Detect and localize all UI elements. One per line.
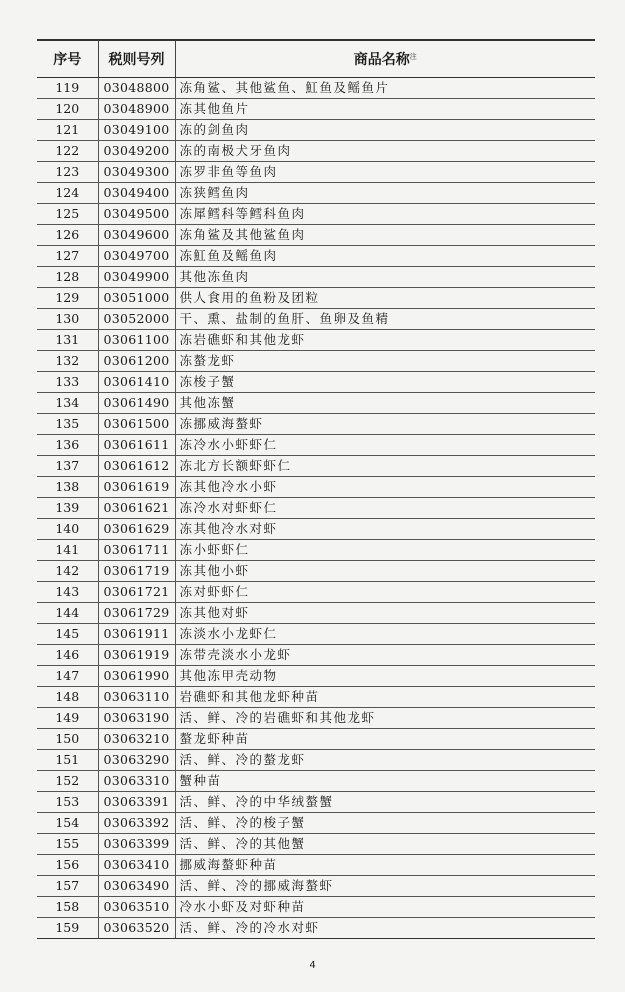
row-product-name: 螯龙虾种苗 [175, 729, 595, 750]
row-serial-number: 157 [37, 876, 98, 897]
row-serial-number: 148 [37, 687, 98, 708]
row-product-name: 挪威海螯虾种苗 [175, 855, 595, 876]
row-tariff-code: 03063490 [98, 876, 175, 897]
row-serial-number: 124 [37, 183, 98, 204]
table-row [37, 267, 595, 288]
row-tariff-code: 03061200 [98, 351, 175, 372]
row-product-name: 冻北方长额虾虾仁 [175, 456, 595, 477]
row-tariff-code: 03049900 [98, 267, 175, 288]
row-serial-number: 138 [37, 477, 98, 498]
table-row [37, 414, 595, 435]
row-product-name: 冻其他小虾 [175, 561, 595, 582]
row-product-name: 冻螯龙虾 [175, 351, 595, 372]
row-tariff-code: 03048900 [98, 99, 175, 120]
row-product-name: 其他冻鱼肉 [175, 267, 595, 288]
row-tariff-code: 03061500 [98, 414, 175, 435]
header-product-name [175, 40, 595, 78]
row-product-name: 活、鲜、冷的岩礁虾和其他龙虾 [175, 708, 595, 729]
row-product-name: 活、鲜、冷的中华绒螯蟹 [175, 792, 595, 813]
row-serial-number: 126 [37, 225, 98, 246]
row-serial-number: 137 [37, 456, 98, 477]
row-product-name: 干、熏、盐制的鱼肝、鱼卵及鱼精 [175, 309, 595, 330]
row-serial-number: 144 [37, 603, 98, 624]
row-product-name: 活、鲜、冷的梭子蟹 [175, 813, 595, 834]
header-note-marker: 注 [409, 52, 417, 61]
row-tariff-code: 03061711 [98, 540, 175, 561]
row-serial-number: 145 [37, 624, 98, 645]
row-tariff-code: 03063110 [98, 687, 175, 708]
row-product-name: 活、鲜、冷的螯龙虾 [175, 750, 595, 771]
table-row [37, 897, 595, 918]
row-tariff-code: 03063290 [98, 750, 175, 771]
row-serial-number: 142 [37, 561, 98, 582]
row-tariff-code: 03063190 [98, 708, 175, 729]
row-product-name: 冻的南极犬牙鱼肉 [175, 141, 595, 162]
row-tariff-code: 03061619 [98, 477, 175, 498]
row-tariff-code: 03049300 [98, 162, 175, 183]
table-row [37, 750, 595, 771]
row-product-name: 冻角鲨、其他鲨鱼、魟鱼及鳐鱼片 [175, 78, 595, 99]
table-row [37, 141, 595, 162]
row-tariff-code: 03063391 [98, 792, 175, 813]
row-product-name: 冻对虾虾仁 [175, 582, 595, 603]
row-tariff-code: 03048800 [98, 78, 175, 99]
row-tariff-code: 03063310 [98, 771, 175, 792]
row-tariff-code: 03061100 [98, 330, 175, 351]
row-serial-number: 139 [37, 498, 98, 519]
row-serial-number: 125 [37, 204, 98, 225]
table-row [37, 918, 595, 939]
row-serial-number: 147 [37, 666, 98, 687]
table-row [37, 519, 595, 540]
row-tariff-code: 03063399 [98, 834, 175, 855]
row-tariff-code: 03049400 [98, 183, 175, 204]
row-tariff-code: 03049100 [98, 120, 175, 141]
row-tariff-code: 03052000 [98, 309, 175, 330]
row-serial-number: 119 [37, 78, 98, 99]
row-tariff-code: 03061911 [98, 624, 175, 645]
row-serial-number: 140 [37, 519, 98, 540]
row-serial-number: 128 [37, 267, 98, 288]
row-product-name: 活、鲜、冷的冷水对虾 [175, 918, 595, 939]
row-serial-number: 129 [37, 288, 98, 309]
page-number: 4 [309, 960, 316, 971]
row-tariff-code: 03061721 [98, 582, 175, 603]
row-tariff-code: 03061629 [98, 519, 175, 540]
table-row [37, 498, 595, 519]
row-product-name: 其他冻甲壳动物 [175, 666, 595, 687]
row-serial-number: 123 [37, 162, 98, 183]
table-row [37, 624, 595, 645]
row-product-name: 活、鲜、冷的挪威海螯虾 [175, 876, 595, 897]
row-tariff-code: 03061410 [98, 372, 175, 393]
row-product-name: 冻冷水小虾虾仁 [175, 435, 595, 456]
table-body [37, 78, 595, 939]
table-row [37, 855, 595, 876]
row-tariff-code: 03049700 [98, 246, 175, 267]
row-serial-number: 154 [37, 813, 98, 834]
table-row [37, 456, 595, 477]
row-serial-number: 152 [37, 771, 98, 792]
row-product-name: 冻小虾虾仁 [175, 540, 595, 561]
row-tariff-code: 03061919 [98, 645, 175, 666]
row-serial-number: 151 [37, 750, 98, 771]
table-row [37, 582, 595, 603]
table-row [37, 771, 595, 792]
row-serial-number: 155 [37, 834, 98, 855]
row-serial-number: 143 [37, 582, 98, 603]
row-serial-number: 136 [37, 435, 98, 456]
table-row [37, 540, 595, 561]
header-serial-number: 序号 [37, 40, 98, 78]
row-product-name: 冻狭鳕鱼肉 [175, 183, 595, 204]
row-product-name: 冻罗非鱼等鱼肉 [175, 162, 595, 183]
row-product-name: 冻其他冷水对虾 [175, 519, 595, 540]
table-row [37, 372, 595, 393]
row-serial-number: 132 [37, 351, 98, 372]
row-product-name: 冻角鲨及其他鲨鱼肉 [175, 225, 595, 246]
table-row [37, 645, 595, 666]
table-row [37, 687, 595, 708]
row-product-name: 冻梭子蟹 [175, 372, 595, 393]
row-serial-number: 122 [37, 141, 98, 162]
row-tariff-code: 03049200 [98, 141, 175, 162]
row-serial-number: 131 [37, 330, 98, 351]
row-product-name: 冻其他鱼片 [175, 99, 595, 120]
row-product-name: 冻犀鳕科等鳕科鱼肉 [175, 204, 595, 225]
row-tariff-code: 03063510 [98, 897, 175, 918]
row-tariff-code: 03061490 [98, 393, 175, 414]
row-product-name: 冻带壳淡水小龙虾 [175, 645, 595, 666]
row-serial-number: 146 [37, 645, 98, 666]
table-row [37, 309, 595, 330]
row-serial-number: 133 [37, 372, 98, 393]
row-product-name: 其他冻蟹 [175, 393, 595, 414]
tariff-table [37, 39, 595, 939]
table-row [37, 561, 595, 582]
row-serial-number: 121 [37, 120, 98, 141]
row-tariff-code: 03061611 [98, 435, 175, 456]
table-row [37, 183, 595, 204]
row-tariff-code: 03061612 [98, 456, 175, 477]
row-serial-number: 149 [37, 708, 98, 729]
row-tariff-code: 03063520 [98, 918, 175, 939]
row-product-name: 冻的剑鱼肉 [175, 120, 595, 141]
row-serial-number: 153 [37, 792, 98, 813]
row-product-name: 冻其他对虾 [175, 603, 595, 624]
row-serial-number: 158 [37, 897, 98, 918]
row-product-name: 冻淡水小龙虾仁 [175, 624, 595, 645]
header-product-name-label: 商品名称 [353, 52, 410, 68]
table-row [37, 603, 595, 624]
row-tariff-code: 03051000 [98, 288, 175, 309]
row-serial-number: 130 [37, 309, 98, 330]
row-tariff-code: 03061719 [98, 561, 175, 582]
row-serial-number: 135 [37, 414, 98, 435]
row-product-name: 冻冷水对虾虾仁 [175, 498, 595, 519]
row-serial-number: 120 [37, 99, 98, 120]
table-row [37, 225, 595, 246]
table-row [37, 834, 595, 855]
table-row [37, 351, 595, 372]
table-row [37, 813, 595, 834]
row-product-name: 岩礁虾和其他龙虾种苗 [175, 687, 595, 708]
header-tariff-code: 税则号列 [98, 40, 175, 78]
row-tariff-code: 03049500 [98, 204, 175, 225]
table-row [37, 162, 595, 183]
table-row [37, 729, 595, 750]
table-row [37, 792, 595, 813]
table-header-row [37, 40, 595, 78]
table-row [37, 288, 595, 309]
row-tariff-code: 03063410 [98, 855, 175, 876]
table-row [37, 330, 595, 351]
row-product-name: 蟹种苗 [175, 771, 595, 792]
table-row [37, 708, 595, 729]
row-serial-number: 150 [37, 729, 98, 750]
table-row [37, 120, 595, 141]
table-row [37, 99, 595, 120]
row-serial-number: 159 [37, 918, 98, 939]
table-row [37, 393, 595, 414]
table-row [37, 246, 595, 267]
table-row [37, 876, 595, 897]
table-row [37, 666, 595, 687]
table-row [37, 477, 595, 498]
row-tariff-code: 03063392 [98, 813, 175, 834]
row-tariff-code: 03049600 [98, 225, 175, 246]
row-product-name: 冻魟鱼及鳐鱼肉 [175, 246, 595, 267]
row-tariff-code: 03061990 [98, 666, 175, 687]
row-product-name: 冻岩礁虾和其他龙虾 [175, 330, 595, 351]
row-product-name: 冻挪威海螯虾 [175, 414, 595, 435]
row-tariff-code: 03061729 [98, 603, 175, 624]
table-row [37, 204, 595, 225]
row-serial-number: 141 [37, 540, 98, 561]
table-row [37, 78, 595, 99]
row-product-name: 冻其他冷水小虾 [175, 477, 595, 498]
row-serial-number: 127 [37, 246, 98, 267]
row-serial-number: 156 [37, 855, 98, 876]
row-tariff-code: 03061621 [98, 498, 175, 519]
row-tariff-code: 03063210 [98, 729, 175, 750]
table-row [37, 435, 595, 456]
row-product-name: 冷水小虾及对虾种苗 [175, 897, 595, 918]
row-serial-number: 134 [37, 393, 98, 414]
row-product-name: 活、鲜、冷的其他蟹 [175, 834, 595, 855]
row-product-name: 供人食用的鱼粉及团粒 [175, 288, 595, 309]
